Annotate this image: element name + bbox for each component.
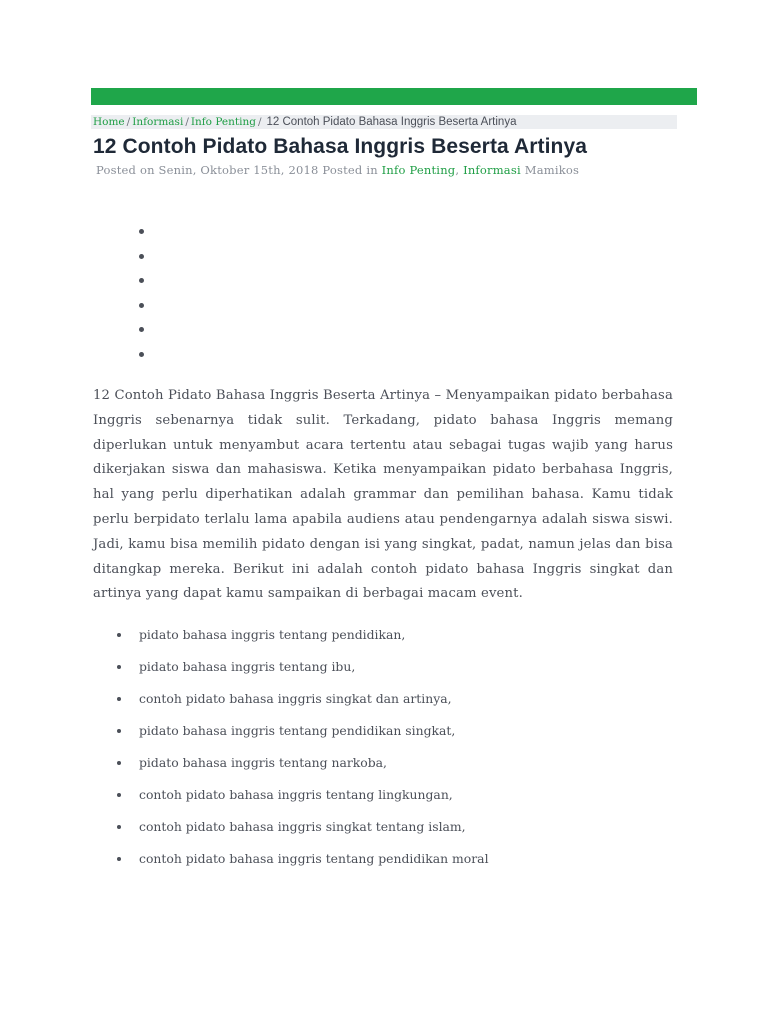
list-item — [117, 818, 657, 850]
list-item — [117, 754, 657, 786]
list-item-text: pidato bahasa inggris tentang narkoba, — [139, 755, 387, 770]
list-item — [117, 690, 657, 722]
list-item — [117, 658, 657, 690]
bullet-icon — [139, 229, 144, 234]
bullet-icon — [139, 327, 144, 332]
article-intro-paragraph: 12 Contoh Pidato Bahasa Inggris Beserta Artinya – Menyampaikan pidato berbahasa Inggris sebenarnya tidak sulit. Terkadang, pidato bahasa Inggris memang diperlukan untuk menyambut acara tertentu atau sebagai tugas wajib yang harus dikerjakan siswa dan mahasiswa. Ketika menyampaikan pidato berbahasa Inggris, hal yang perlu diperhatikan adalah grammar dan pemilihan bahasa. Kamu tidak perlu berpidato terlalu lama apabila audiens atau pendengarnya adalah siswa siswi. Jadi, kamu bisa memilih pidato dengan isi yang singkat, padat, namun jelas dan bisa ditangkap mereka. Berikut ini adalah contoh pidato bahasa Inggris singkat dan artinya yang dapat kamu sampaikan di berbagai macam event. — [93, 388, 673, 602]
list-item — [117, 850, 657, 882]
article-meta — [96, 163, 579, 177]
bullet-icon — [117, 633, 121, 637]
breadcrumb-current: 12 Contoh Pidato Bahasa Inggris Beserta Artinya — [266, 116, 517, 128]
category-link-info-penting[interactable]: Info Penting — [381, 163, 456, 177]
breadcrumb-separator: / — [257, 116, 262, 128]
breadcrumb — [91, 115, 677, 129]
bullet-icon — [117, 825, 121, 829]
list-item-text: pidato bahasa inggris tentang pendidikan singkat, — [139, 723, 456, 738]
bullet-icon — [117, 697, 121, 701]
breadcrumb-separator: / — [126, 116, 131, 128]
bullet-icon — [139, 303, 144, 308]
list-item-text: contoh pidato bahasa inggris tentang pendidikan moral — [139, 851, 489, 866]
bullet-icon — [117, 857, 121, 861]
bullet-icon — [139, 352, 144, 357]
category-comma: , — [455, 163, 460, 177]
list-item-text: contoh pidato bahasa inggris singkat dan artinya, — [139, 691, 452, 706]
list-item-text: pidato bahasa inggris tentang ibu, — [139, 659, 356, 674]
breadcrumb-home-link[interactable]: Home — [93, 116, 125, 128]
bullet-icon — [117, 665, 121, 669]
topic-list — [117, 626, 657, 882]
list-item — [117, 722, 657, 754]
bullet-icon — [117, 761, 121, 765]
list-item — [117, 786, 657, 818]
breadcrumb-info-penting-link[interactable]: Info Penting — [190, 116, 256, 128]
list-item — [117, 626, 657, 658]
list-item-text: pidato bahasa inggris tentang pendidikan, — [139, 627, 406, 642]
posted-on-date: Posted on Senin, Oktober 15th, 2018 — [96, 163, 319, 177]
header-green-bar — [91, 88, 697, 105]
article-title: 12 Contoh Pidato Bahasa Inggris Beserta Artinya — [93, 135, 588, 158]
bullet-icon — [139, 278, 144, 283]
bullet-icon — [139, 254, 144, 259]
category-link-informasi[interactable]: Informasi — [463, 163, 521, 177]
breadcrumb-informasi-link[interactable]: Informasi — [132, 116, 184, 128]
posted-in-label: Posted in — [322, 163, 378, 177]
breadcrumb-separator: / — [185, 116, 189, 128]
bullet-icon — [117, 729, 121, 733]
bullet-icon — [117, 793, 121, 797]
author-name: Mamikos — [524, 163, 580, 177]
list-item-text: contoh pidato bahasa inggris tentang lingkungan, — [139, 787, 453, 802]
list-item-text: contoh pidato bahasa inggris singkat tentang islam, — [139, 819, 466, 834]
